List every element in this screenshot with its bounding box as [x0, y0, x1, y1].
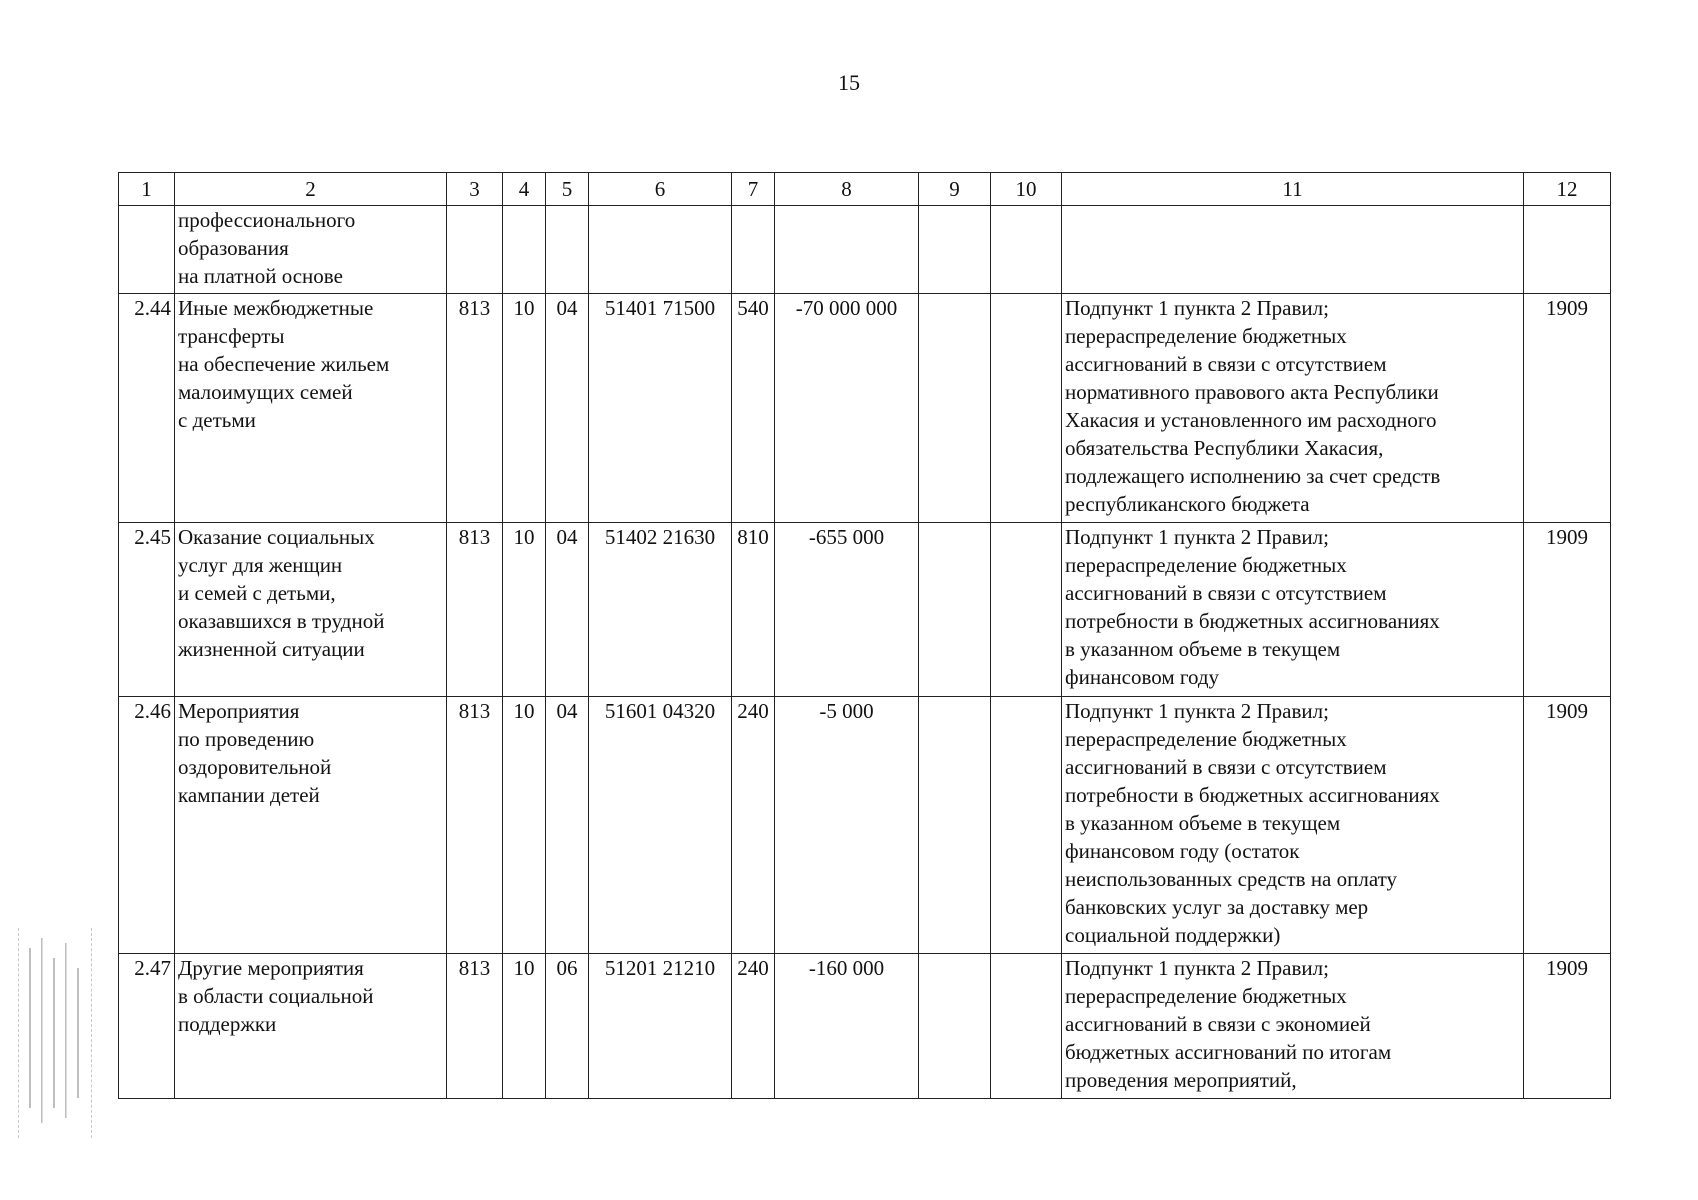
- basis-cell: Подпункт 1 пункта 2 Правил; перераспределение бюджетных ассигнований в связи с отсутствием потребности в бюджетных ассигнованиях в указанном объеме в текущем финансовом году (остаток неиспользованных средств на оплату банковских услуг за доставку мер социальной поддержки): [1062, 697, 1524, 954]
- expense-type-cell: 240: [732, 697, 775, 954]
- code-cell: [1524, 206, 1611, 294]
- expense-name-cell: Другие мероприятия в области социальной поддержки: [175, 954, 447, 1099]
- column-header: 4: [503, 173, 546, 206]
- expense-type-cell: 540: [732, 294, 775, 523]
- row-number-cell: 2.44: [119, 294, 175, 523]
- ministry-code-cell: 813: [447, 954, 503, 1099]
- subsection-cell: 06: [546, 954, 589, 1099]
- empty-cell: [991, 523, 1062, 697]
- column-header: 12: [1524, 173, 1611, 206]
- empty-cell: [991, 206, 1062, 294]
- target-article-cell: 51601 04320: [589, 697, 732, 954]
- basis-cell: Подпункт 1 пункта 2 Правил; перераспределение бюджетных ассигнований в связи с отсутствием нормативного правового акта Республики Хакасия и установленного им расходного обязательства Республики Хакасия, подлежащего исполнению за счет средств республиканского бюджета: [1062, 294, 1524, 523]
- column-header: 5: [546, 173, 589, 206]
- amount-cell: -5 000: [775, 697, 919, 954]
- column-header: 1: [119, 173, 175, 206]
- target-article-cell: 51401 71500: [589, 294, 732, 523]
- amount-cell: -160 000: [775, 954, 919, 1099]
- empty-cell: [991, 697, 1062, 954]
- basis-cell: Подпункт 1 пункта 2 Правил; перераспределение бюджетных ассигнований в связи с экономией бюджетных ассигнований по итогам проведения мероприятий,: [1062, 954, 1524, 1099]
- code-cell: 1909: [1524, 697, 1611, 954]
- empty-cell: [991, 954, 1062, 1099]
- section-cell: [503, 206, 546, 294]
- ministry-code-cell: 813: [447, 697, 503, 954]
- subsection-cell: 04: [546, 523, 589, 697]
- empty-cell: [919, 523, 991, 697]
- subsection-cell: 04: [546, 294, 589, 523]
- subsection-cell: [546, 206, 589, 294]
- empty-cell: [919, 697, 991, 954]
- stamp-texture: [19, 928, 91, 1138]
- amount-cell: [775, 206, 919, 294]
- subsection-cell: 04: [546, 697, 589, 954]
- column-header: 9: [919, 173, 991, 206]
- column-header: 6: [589, 173, 732, 206]
- ministry-code-cell: 813: [447, 294, 503, 523]
- target-article-cell: 51201 21210: [589, 954, 732, 1099]
- faded-stamp: [18, 928, 92, 1138]
- table-row: [119, 697, 1611, 954]
- basis-cell: [1062, 206, 1524, 294]
- ministry-code-cell: 813: [447, 523, 503, 697]
- basis-cell: Подпункт 1 пункта 2 Правил; перераспределение бюджетных ассигнований в связи с отсутствием потребности в бюджетных ассигнованиях в указанном объеме в текущем финансовом году: [1062, 523, 1524, 697]
- code-cell: 1909: [1524, 954, 1611, 1099]
- empty-cell: [919, 294, 991, 523]
- empty-cell: [919, 206, 991, 294]
- column-header: 3: [447, 173, 503, 206]
- column-header: 7: [732, 173, 775, 206]
- section-cell: 10: [503, 697, 546, 954]
- empty-cell: [919, 954, 991, 1099]
- expense-type-cell: 810: [732, 523, 775, 697]
- row-number-cell: [119, 206, 175, 294]
- table-row: [119, 523, 1611, 697]
- section-cell: 10: [503, 954, 546, 1099]
- ministry-code-cell: [447, 206, 503, 294]
- expense-name-cell: Мероприятия по проведению оздоровительной кампании детей: [175, 697, 447, 954]
- section-cell: 10: [503, 523, 546, 697]
- table-row: [119, 294, 1611, 523]
- table-row: [119, 206, 1611, 294]
- expense-type-cell: [732, 206, 775, 294]
- column-header: 8: [775, 173, 919, 206]
- header-row: [119, 173, 1611, 206]
- expense-name-cell: Иные межбюджетные трансферты на обеспечение жильем малоимущих семей с детьми: [175, 294, 447, 523]
- code-cell: 1909: [1524, 294, 1611, 523]
- column-header: 10: [991, 173, 1062, 206]
- row-number-cell: 2.46: [119, 697, 175, 954]
- section-cell: 10: [503, 294, 546, 523]
- row-number-cell: 2.45: [119, 523, 175, 697]
- row-number-cell: 2.47: [119, 954, 175, 1099]
- expense-name-cell: профессионального образования на платной основе: [175, 206, 447, 294]
- expense-type-cell: 240: [732, 954, 775, 1099]
- column-header: 11: [1062, 173, 1524, 206]
- amount-cell: -70 000 000: [775, 294, 919, 523]
- budget-table: [118, 172, 1611, 1099]
- target-article-cell: 51402 21630: [589, 523, 732, 697]
- column-header: 2: [175, 173, 447, 206]
- page-number: 15: [838, 70, 860, 95]
- empty-cell: [991, 294, 1062, 523]
- expense-name-cell: Оказание социальных услуг для женщин и семей с детьми, оказавшихся в трудной жизненной ситуации: [175, 523, 447, 697]
- table-row: [119, 954, 1611, 1099]
- amount-cell: -655 000: [775, 523, 919, 697]
- target-article-cell: [589, 206, 732, 294]
- code-cell: 1909: [1524, 523, 1611, 697]
